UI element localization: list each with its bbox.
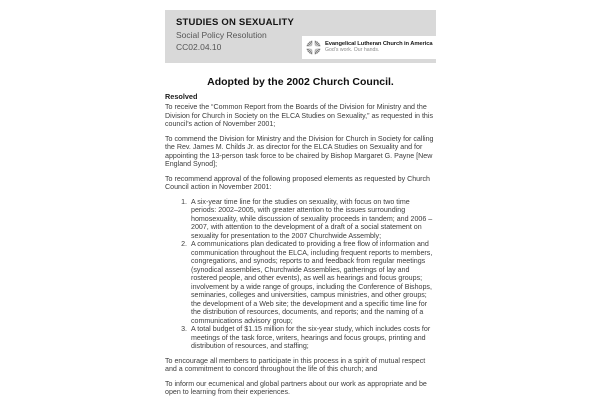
logo-tagline: God’s work. Our hands.	[325, 47, 380, 54]
paragraph-receive-report: To receive the “Common Report from the Boards of the Division for Ministry and the Division for Church in Society on the ELCA Studies on Sexuality,” as requested in this council’s action of November 2001;	[165, 103, 433, 128]
paragraph-commend-divisions: To commend the Division for Ministry and the Division for Church in Society for calling the Rev. James M. Childs Jr. as director for the ELCA Studies on Sexuality and for appointing the 13-person task force to be chaired by Bishop Margaret G. Payne [New England Synod];	[165, 134, 434, 168]
header-doc-id: CC02.04.10	[176, 42, 222, 52]
header-title: STUDIES ON SEXUALITY	[176, 17, 295, 28]
list-item-budget: 3. A total budget of $1.15 million for the six-year study, which includes costs for meetings of the task force, writers, hearings and focus groups, printing and distribution of resources, and staffing;	[189, 325, 436, 351]
paragraph-recommend-approval: To recommend approval of the following proposed elements as requested by Church Council action in November 2001:	[165, 174, 430, 191]
resolved-label: Resolved	[165, 92, 198, 101]
page-title: Adopted by the 2002 Church Council.	[207, 76, 394, 88]
proposed-elements-list	[165, 198, 436, 351]
header-band	[165, 10, 436, 63]
list-item-timeline: 1. A six-year time line for the studies on sexuality, with focus on two time periods: 2002–2005, with greater attention to the issues surrounding homosexuality, while discussion of sexuality proceeds in tandem; and 2006 – 2007, with attention to the development of a draft of a social statement on sexuality for presentation to the 2007 Churchwide Assembly;	[189, 198, 436, 241]
paragraph-encourage-members: To encourage all members to participate in this process in a spirit of mutual respect and a commitment to concord throughout the life of this church; and	[165, 356, 426, 373]
document-content-column	[165, 10, 436, 397]
elca-logo	[302, 36, 436, 59]
paragraph-inform-partners: To inform our ecumenical and global partners about our work as appropriate and be open to learning from their experiences.	[165, 379, 427, 396]
logo-org-name: Evangelical Lutheran Church in America	[325, 40, 433, 47]
header-subtitle: Social Policy Resolution	[176, 30, 267, 40]
elca-emblem-icon	[306, 40, 321, 55]
logo-text-block	[325, 41, 432, 54]
list-item-communications-plan: 2. A communications plan dedicated to providing a free flow of information and communication throughout the ELCA, including frequent reports to members, congregations, and synods; reports to and feedback from regular meetings (synodical assemblies, Churchwide Assemblies, gatherings of lay and rostered people, and other events), as well as hearings and focus groups; involvement by a wide range of groups, including the Conference of Bishops, seminaries, colleges and universities, campus ministries, and other groups; the development of a Web site; the development and a specific time line for the distribution of resources, documents, and reports; and the naming of a communications advisory group;	[189, 240, 436, 325]
